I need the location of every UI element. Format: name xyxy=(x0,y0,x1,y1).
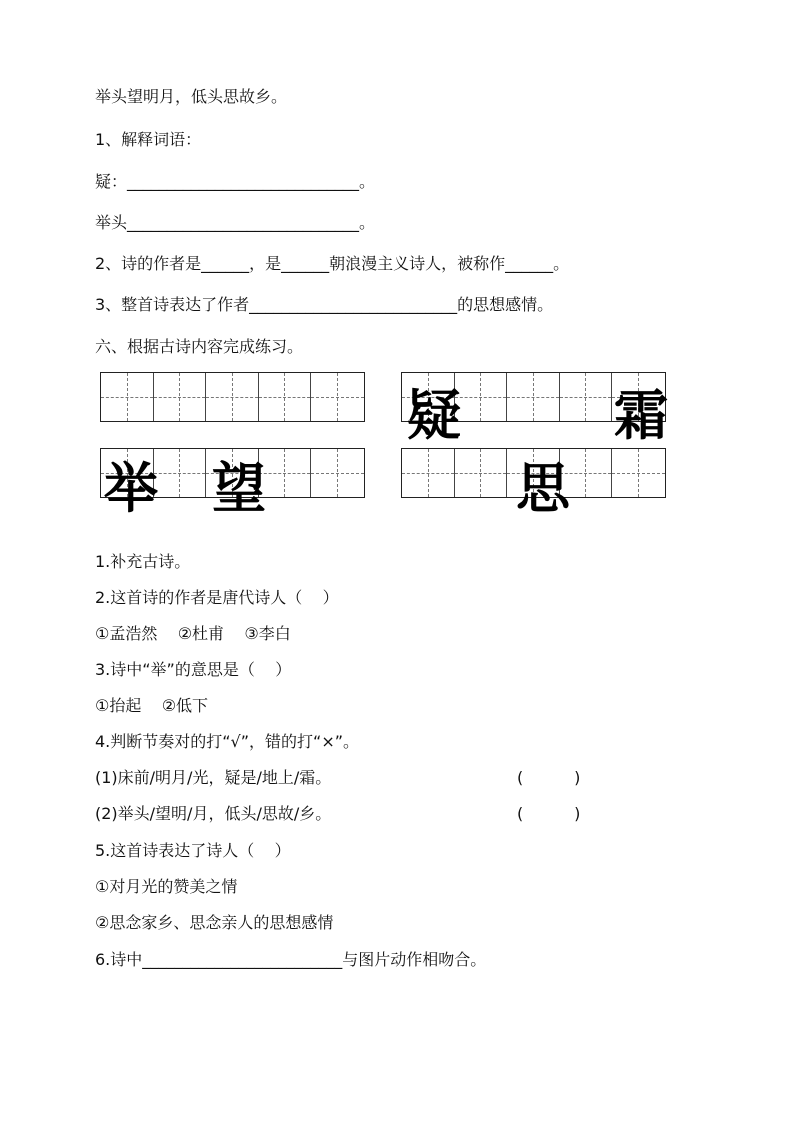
grid-cell xyxy=(206,373,259,421)
grid-char-shuang: 霜 xyxy=(614,383,668,447)
grid-cell xyxy=(259,449,312,497)
question-1-title: 1、解释词语： xyxy=(95,130,202,149)
question-1-b: 举头_____________________________。 xyxy=(95,213,376,232)
question-2: 2、诗的作者是______，是______朝浪漫主义诗人，被称作______。 xyxy=(95,254,570,273)
question-1-a: 疑：_____________________________。 xyxy=(95,172,376,191)
grid-char-wang: 望 xyxy=(212,456,266,520)
part-6: 6.诗中_________________________与图片动作相吻合。 xyxy=(95,950,487,969)
part-5-option-2: ②思念家乡、思念亲人的思想感情 xyxy=(95,913,334,932)
part-2-options: ①孟浩然 ②杜甫 ③李白 xyxy=(95,624,291,643)
part-5: 5.这首诗表达了诗人（ ） xyxy=(95,841,291,860)
part-1: 1.补充古诗。 xyxy=(95,552,191,571)
poem-line: 举头望明月，低头思故乡。 xyxy=(95,87,288,106)
grid-char-yi: 疑 xyxy=(407,383,461,447)
part-4-item-1: (1)床前/明月/光，疑是/地上/霜。 xyxy=(95,768,332,787)
grid-cell xyxy=(101,373,154,421)
grid-cell xyxy=(154,373,207,421)
question-3: 3、整首诗表达了作者__________________________的思想感情。 xyxy=(95,295,554,314)
grid-cell xyxy=(311,373,364,421)
part-2: 2.这首诗的作者是唐代诗人（ ） xyxy=(95,588,339,607)
grid-cell xyxy=(455,449,508,497)
part-3: 3.诗中“举”的意思是（ ） xyxy=(95,660,292,679)
part-4-item-1-answer-paren: ( ) xyxy=(517,768,581,787)
grid-cell xyxy=(311,449,364,497)
grid-cell xyxy=(259,373,312,421)
char-grid-top-left xyxy=(100,372,365,422)
part-4-item-2-answer-paren: ( ) xyxy=(517,804,581,823)
part-3-options: ①抬起 ②低下 xyxy=(95,696,209,715)
section-6-heading: 六、根据古诗内容完成练习。 xyxy=(95,337,304,356)
grid-char-si: 思 xyxy=(516,456,570,520)
grid-char-ju: 举 xyxy=(104,456,158,520)
grid-cell xyxy=(455,373,508,421)
part-4: 4.判断节奏对的打“√”，错的打“×”。 xyxy=(95,732,360,751)
grid-cell xyxy=(612,449,665,497)
part-4-item-2: (2)举头/望明/月，低头/思故/乡。 xyxy=(95,804,332,823)
grid-cell xyxy=(507,373,560,421)
part-5-option-1: ①对月光的赞美之情 xyxy=(95,877,238,896)
grid-cell xyxy=(402,449,455,497)
grid-cell xyxy=(154,449,207,497)
grid-cell xyxy=(560,373,613,421)
